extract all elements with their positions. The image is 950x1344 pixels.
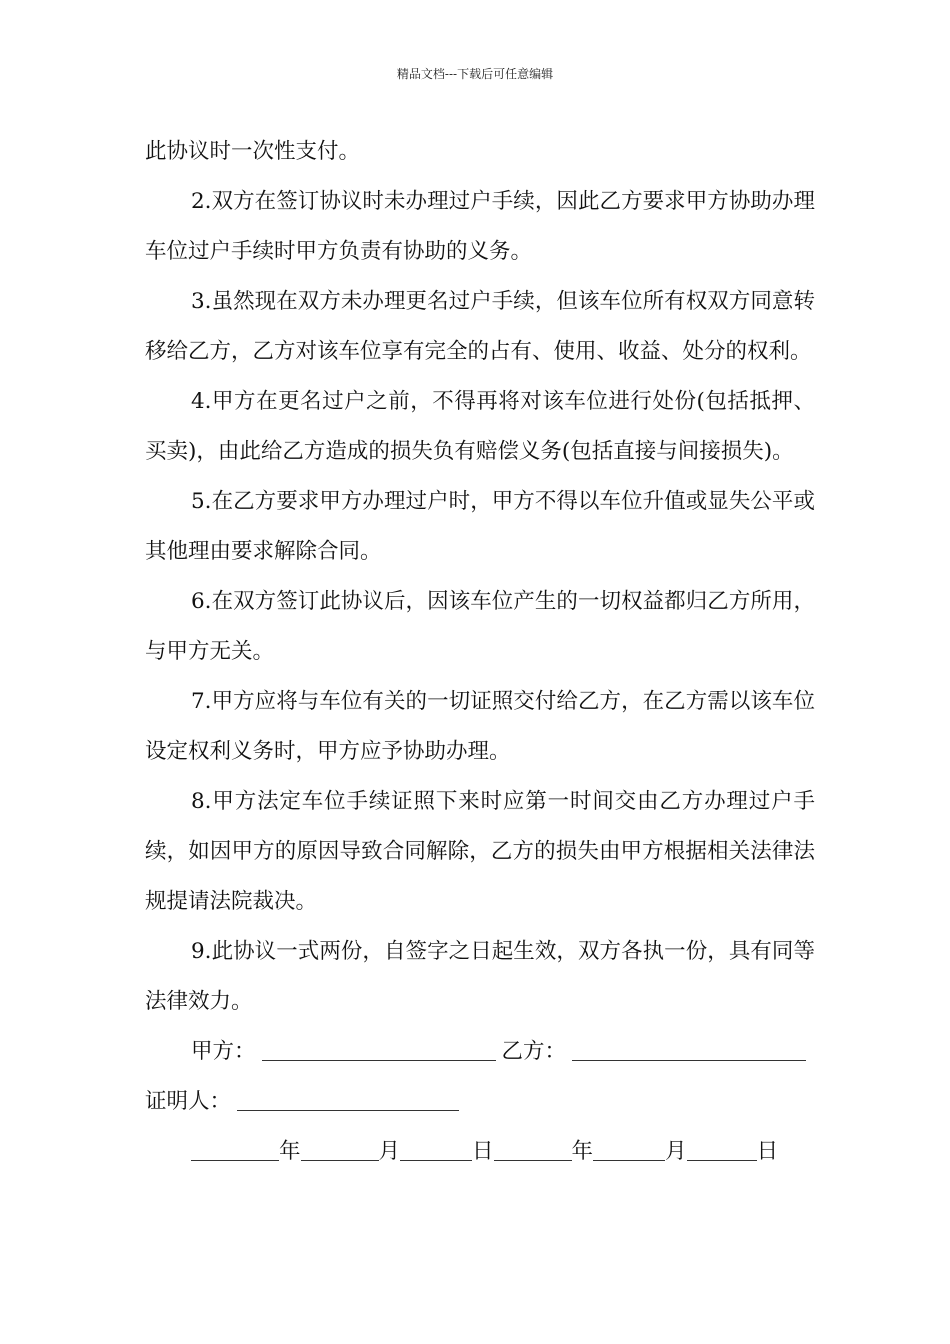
witness-label: 证明人： (145, 1089, 232, 1114)
signature-date-row (145, 1127, 815, 1177)
paragraph-clause-8: 8.甲方法定车位手续证照下来时应第一时间交由乙方办理过户手续，如因甲方的原因导致合同解除，乙方的损失由甲方根据相关法律法规提请法院裁决。 (145, 789, 815, 914)
date-1-year-blank (191, 1134, 279, 1161)
paragraph-clause-4: 4.甲方在更名过户之前，不得再将对该车位进行处份(包括抵押、买卖)，由此给乙方造成的损失负有赔偿义务(包括直接与间接损失)。 (145, 389, 815, 464)
signature-parties-row (145, 1027, 815, 1077)
date-1-day-label: 日 (472, 1139, 494, 1164)
date-2-year-label: 年 (571, 1139, 594, 1164)
paragraph-continuation: 此协议时一次性支付。 (145, 139, 361, 164)
date-2-month-label: 月 (665, 1139, 687, 1164)
paragraph-clause-6: 6.在双方签订此协议后，因该车位产生的一切权益都归乙方所用，与甲方无关。 (145, 589, 815, 664)
date-2-month-blank (593, 1134, 665, 1161)
page-header-watermark: 精品文档---下载后可任意编辑 (396, 67, 554, 81)
date-2-year-blank (494, 1134, 572, 1161)
party-b-label: 乙方： (501, 1039, 567, 1064)
party-a-signature-blank (262, 1034, 496, 1061)
party-a-label: 甲方： (191, 1039, 256, 1064)
signature-witness-row (145, 1077, 815, 1127)
witness-signature-blank (237, 1084, 459, 1111)
date-2-day-label: 日 (756, 1139, 779, 1164)
document-body (145, 127, 815, 1177)
paragraph-clause-2: 2.双方在签订协议时未办理过户手续，因此乙方要求甲方协助办理车位过户手续时甲方负责有协助的义务。 (145, 189, 815, 264)
party-b-signature-blank (572, 1034, 806, 1061)
paragraph-clause-9: 9.此协议一式两份，自签字之日起生效，双方各执一份，具有同等法律效力。 (145, 939, 815, 1014)
date-1-month-label: 月 (378, 1139, 401, 1164)
date-2-day-blank (687, 1134, 757, 1161)
date-1-month-blank (301, 1134, 379, 1161)
paragraph-clause-5: 5.在乙方要求甲方办理过户时，甲方不得以车位升值或显失公平或其他理由要求解除合同。 (145, 489, 815, 564)
date-1-year-label: 年 (279, 1139, 301, 1164)
date-1-day-blank (400, 1134, 472, 1161)
paragraph-clause-3: 3.虽然现在双方未办理更名过户手续，但该车位所有权双方同意转移给乙方，乙方对该车位享有完全的占有、使用、收益、处分的权利。 (145, 289, 815, 364)
paragraph-clause-7: 7.甲方应将与车位有关的一切证照交付给乙方，在乙方需以该车位设定权利义务时，甲方应予协助办理。 (145, 689, 815, 764)
